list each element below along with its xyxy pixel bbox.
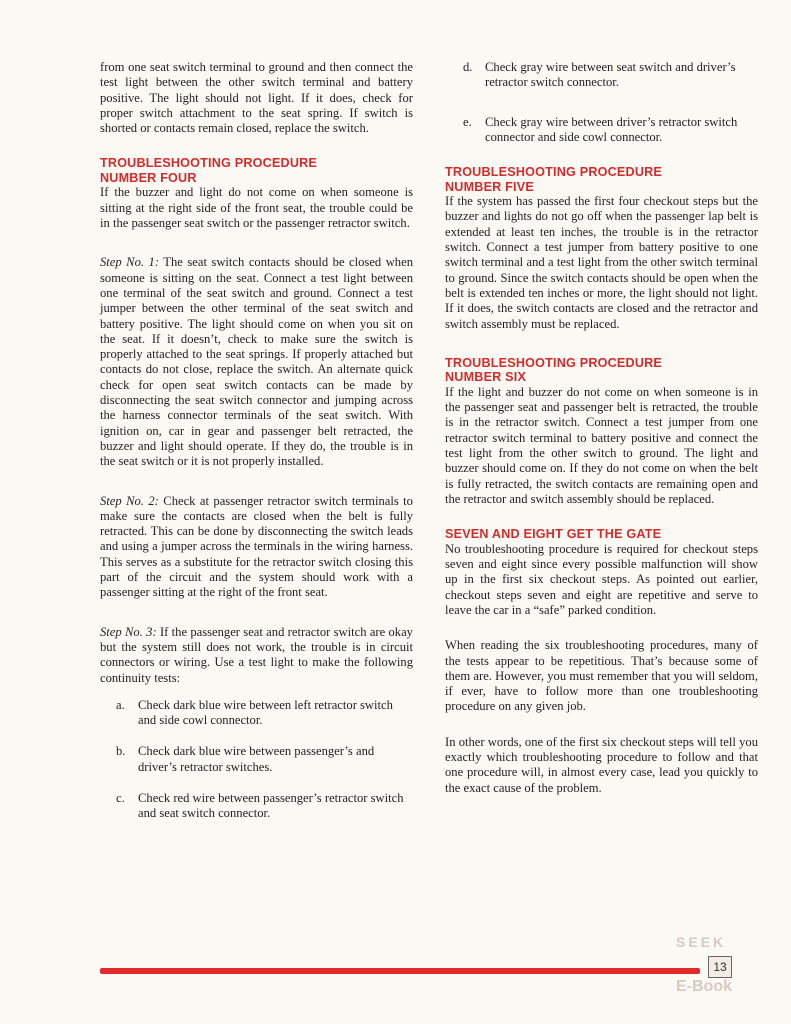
heading-line: TROUBLESHOOTING PROCEDURE [445,165,663,180]
page-number: 13 [708,956,732,978]
list-text: Check dark blue wire between left retractor switch and side cowl connector. [138,697,393,728]
heading-line: NUMBER FOUR [100,170,197,185]
heading-seven-eight: SEVEN AND EIGHT GET THE GATE [445,527,662,542]
watermark-top: SEEK [676,934,727,950]
paragraph-continuation: from one seat switch terminal to ground and then connect the test light between the other switch terminal and battery positive. The light should not light. If it does, check for proper switch attachment to the seat spring. If switch is shorted or contacts remain closed, replace the switch. [100,60,413,136]
heading-line: TROUBLESHOOTING PROCEDURE [100,156,318,171]
step-text: The seat switch contacts should be closed when someone is sitting on the seat. Connect a test light between one terminal of the seat switch and ground. Connect a test jumper between the other terminal of the seat switch and battery positive. The light should come on when you sit on the seat. If it doesn’t, check to make sure the switch is properly attached to the seat springs. If properly attached but contacts do not close, replace the switch. An alternate quick check for open seat switch contacts can be made by disconnecting the seat switch connector and jumping across the harness connector terminals of the seat switch. With ignition on, car in gear and passenger belt retracted, the buzzer and light should operate. If they do, the trouble is in the seat switch or it is not properly installed. [100,255,413,469]
step-label: Step No. 3: [100,624,157,639]
list-item [445,115,758,146]
list-marker: d. [463,60,473,74]
paragraph-procedure-six: If the light and buzzer do not come on when someone is in the passenger seat and passenger belt is retracted, the trouble is in the retractor switch. Connect a test jumper from one retractor switch terminal to battery positive and connect the test light from the other switch to ground. The light and buzzer should come on. If they do not come on when the belt is fully retracted, the switch contacts are remaining open and the retractor and switch assembly should be replaced. [445,384,758,506]
right-column [445,60,758,796]
step-text: Check at passenger retractor switch terminals to make sure the contacts are closed when the belt is fully retracted. This can be done by disconnecting the switch leads and using a jumper across the terminals in the wiring harness. This serves as a substitute for the retractor switch closing this part of the circuit and the system should work with a passenger sitting at the right of the front seat. [100,493,413,600]
heading-procedure-six [445,356,758,385]
paragraph-seven-eight: No troubleshooting procedure is required for checkout steps seven and eight since every possible malfunction will show up in the first six checkout steps. As pointed out earlier, checkout steps seven and eight are repetitive and serve to leave the car in a “safe” parked condition. [445,541,758,617]
list-text: Check gray wire between driver’s retractor switch connector and side cowl connector. [485,114,738,144]
heading-line: NUMBER FIVE [445,179,534,194]
watermark-bottom: E-Book [676,978,732,995]
heading-procedure-four [100,156,413,185]
step-text: If the passenger seat and retractor switch are okay but the system still does not work, the trouble is in circuit connectors or wiring. Use a test light to make the following continuity tests: [100,624,413,685]
step-label: Step No. 2: [100,493,159,508]
list-marker: c. [116,790,125,805]
list-text: Check dark blue wire between passenger’s and driver’s retractor switches. [138,744,375,774]
list-text: Check gray wire between seat switch and driver’s retractor switch connector. [485,60,736,90]
footer-rule [100,968,700,974]
paragraph-procedure-five: If the system has passed the first four checkout steps but the buzzer and lights do not go off when the passenger lap belt is extended at least ten inches, the trouble is in the retractor switch. Connect a test jumper from battery positive to one switch terminal and a test light from the other switch terminal to ground. Since the switch contacts should be open when the belt is extended ten inches or more, the light should not light. If it does, the switch contacts are closed and the retractor and switch assembly must be replaced. [445,194,758,331]
paragraph-step-1 [100,255,413,469]
heading-line: NUMBER SIX [445,370,527,385]
heading-procedure-five [445,165,758,194]
paragraph-step-2 [100,494,413,601]
list-item [100,744,413,775]
continuity-test-list [100,698,413,822]
paragraph-procedure-four-intro: If the buzzer and light do not come on when someone is sitting at the right side of the front seat, the trouble could be in the passenger seat switch or the passenger retractor switch. [100,185,413,231]
left-column [100,60,413,838]
continuity-test-list-continued [445,60,758,145]
paragraph-other-words: In other words, one of the first six checkout steps will tell you exactly which troubleshooting procedure to follow and that one procedure will, in almost every case, lead you quickly to the exact cause of the problem. [445,734,758,795]
list-marker: a. [116,697,125,712]
paragraph-reading-procedures: When reading the six troubleshooting procedures, many of the tests appear to be repetitious. That’s because some of them are. However, you must remember that you will seldom, if ever, have to follow more than one troubleshooting procedure on any given job. [445,638,758,714]
list-marker: e. [463,114,472,129]
watermark-logo [676,934,758,1000]
list-item [445,60,758,91]
list-item [100,698,413,729]
heading-line: TROUBLESHOOTING PROCEDURE [445,355,663,370]
list-marker: b. [116,744,126,759]
list-item [100,791,413,822]
paragraph-step-3 [100,625,413,686]
list-text: Check red wire between passenger’s retractor switch and seat switch connector. [138,790,404,821]
step-label: Step No. 1: [100,255,160,270]
